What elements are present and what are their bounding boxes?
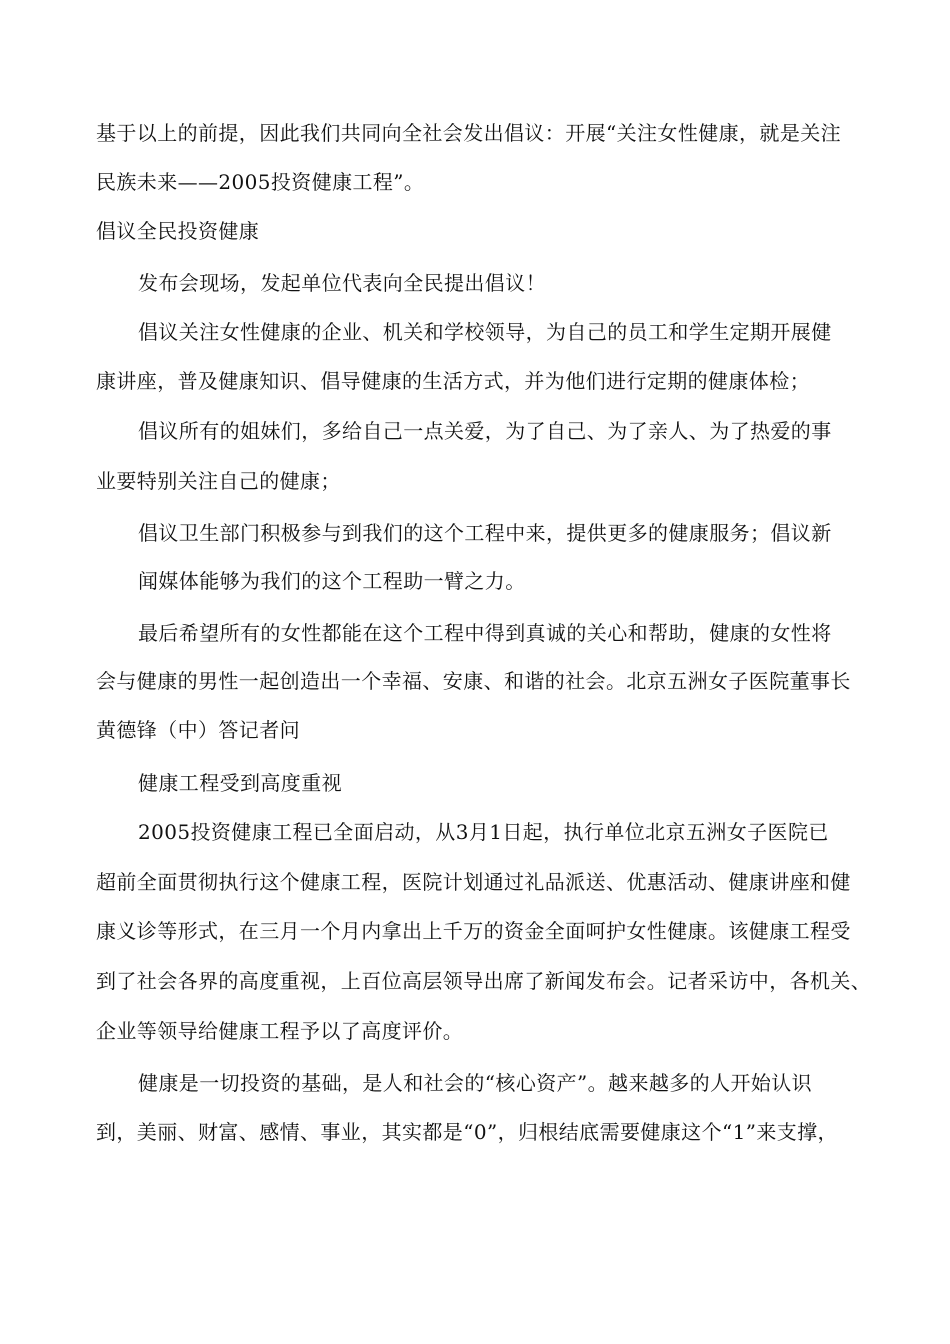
text-line: 发布会现场，发起单位代表向全民提出倡议！ [138, 271, 546, 295]
text-line: 到了社会各界的高度重视，上百位高层领导出席了新闻发布会。记者采访中，各机关、 [96, 969, 872, 993]
text-line: 会与健康的男性一起创造出一个幸福、安康、和谐的社会。北京五洲女子医院董事长 [96, 669, 851, 693]
text-line: 基于以上的前提，因此我们共同向全社会发出倡议：开展“关注女性健康，就是关注 [96, 121, 842, 145]
text-line: 企业等领导给健康工程予以了高度评价。 [96, 1019, 464, 1043]
text-line: 闻媒体能够为我们的这个工程助一臂之力。 [138, 569, 526, 593]
text-line: 健康是一切投资的基础，是人和社会的“核心资产”。越来越多的人开始认识 [138, 1071, 813, 1095]
text-line: 最后希望所有的女性都能在这个工程中得到真诚的关心和帮助，健康的女性将 [138, 621, 832, 645]
text-line: 康讲座，普及健康知识、倡导健康的生活方式，并为他们进行定期的健康体检； [96, 369, 810, 393]
text-line: 倡议卫生部门积极参与到我们的这个工程中来，提供更多的健康服务；倡议新 [138, 521, 832, 545]
text-line: 康义诊等形式，在三月一个月内拿出上千万的资金全面呵护女性健康。该健康工程受 [96, 919, 851, 943]
text-line: 倡议所有的姐妹们，多给自己一点关爱，为了自己、为了亲人、为了热爱的事 [138, 419, 832, 443]
text-line: 业要特别关注自己的健康； [96, 469, 341, 493]
section-heading: 倡议全民投资健康 [96, 219, 260, 243]
text-line: 到，美丽、财富、感情、事业，其实都是“0”，归根结底需要健康这个“1”来支撑， [96, 1120, 838, 1144]
text-line: 倡议关注女性健康的企业、机关和学校领导，为自己的员工和学生定期开展健 [138, 320, 832, 344]
text-line: 黄德锋（中）答记者问 [96, 718, 300, 742]
text-line: 超前全面贯彻执行这个健康工程，医院计划通过礼品派送、优惠活动、健康讲座和健 [96, 870, 851, 894]
text-line: 民族未来——2005投资健康工程”。 [96, 170, 425, 194]
text-line: 2005投资健康工程已全面启动，从3月1日起，执行单位北京五洲女子医院已 [138, 820, 829, 844]
section-heading: 健康工程受到高度重视 [138, 771, 342, 795]
